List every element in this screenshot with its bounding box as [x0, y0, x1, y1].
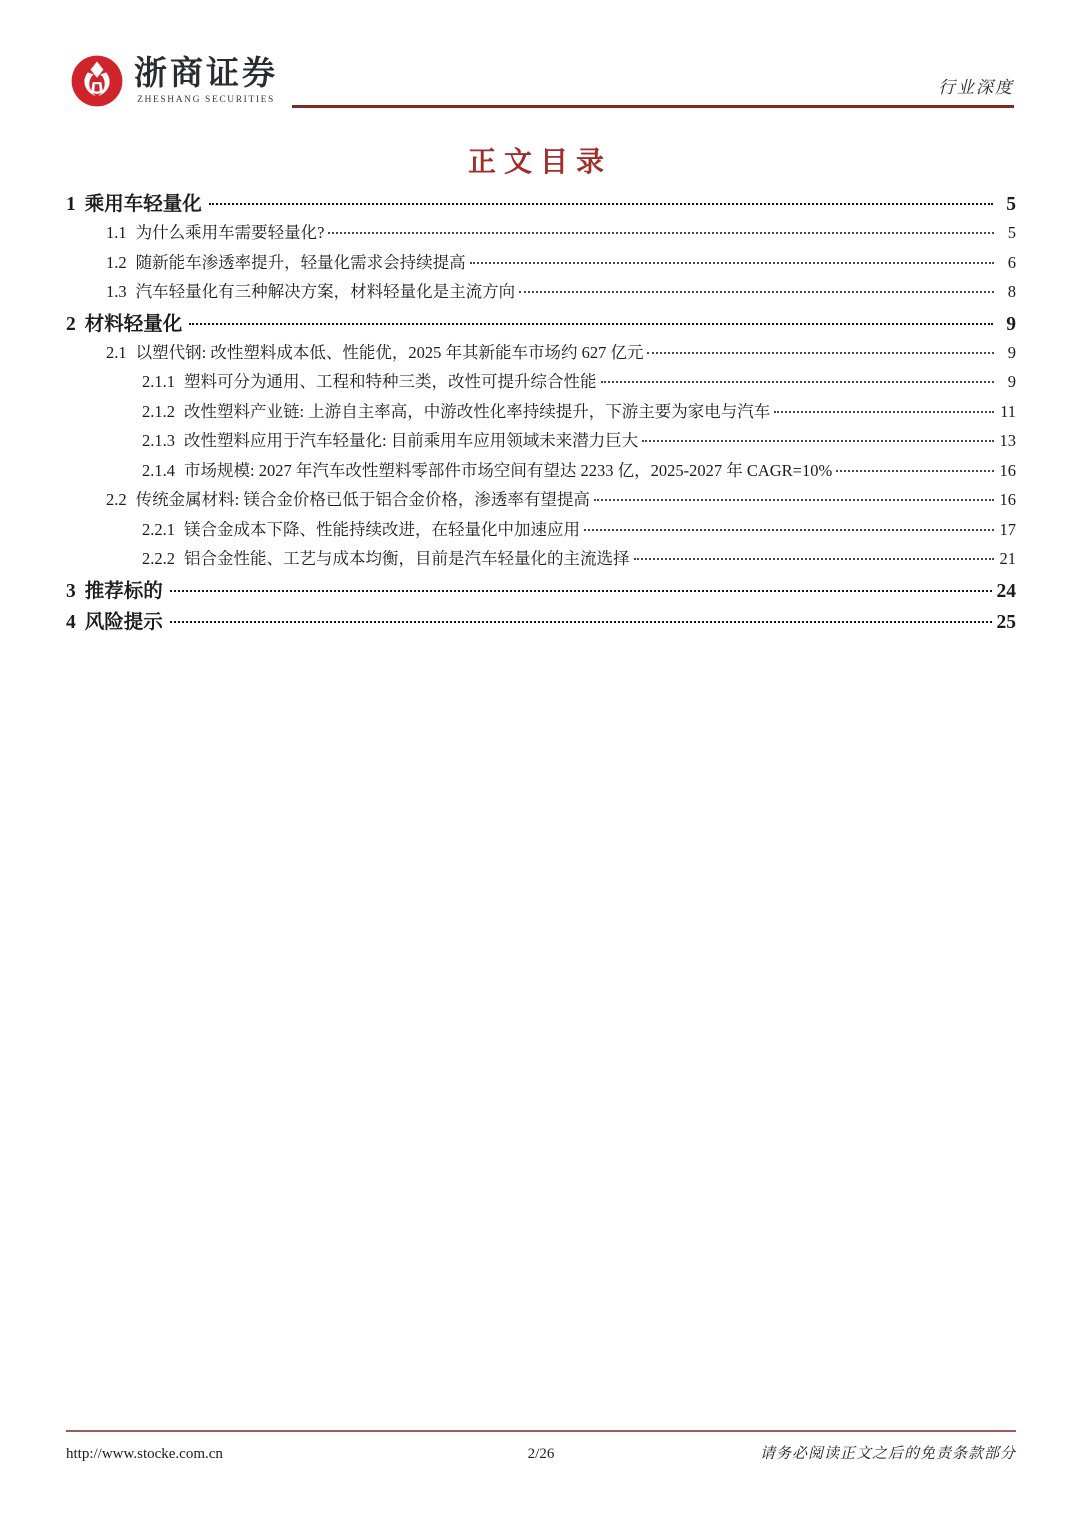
toc-entry-page: 6 [1007, 252, 1016, 272]
toc-entry-number: 2.2.1 [142, 519, 175, 539]
toc-entry-title: 以塑代钢: 改性塑料成本低、性能优，2025 年其新能车市场约 627 亿元 [135, 342, 644, 362]
dot-leader [774, 411, 994, 413]
dot-leader [594, 499, 994, 501]
toc-entry-page: 13 [999, 431, 1016, 450]
footer-row [66, 1442, 1016, 1463]
toc-entry[interactable] [66, 606, 1016, 637]
page-number-indicator: 2/26 [527, 1446, 555, 1462]
toc-entry[interactable] [66, 457, 1016, 487]
toc-entry-number: 2.1.1 [142, 372, 175, 391]
dot-leader [170, 621, 992, 623]
page-header [70, 54, 1014, 108]
toc-entry-number: 2.1.3 [142, 431, 175, 450]
toc-entry-title: 镁合金成本下降、性能持续改进，在轻量化中加速应用 [184, 519, 580, 539]
footer-disclaimer: 请务必阅读正文之后的免责条款部分 [760, 1446, 1017, 1462]
toc-entry[interactable] [66, 188, 1016, 219]
toc-entry-title: 改性塑料产业链: 上游自主率高，中游改性化率持续提升，下游主要为家电与汽车 [184, 401, 771, 421]
toc-entry-title: 为什么乘用车需要轻量化? [135, 223, 325, 242]
toc-entry-page: 24 [996, 580, 1016, 602]
toc-entry-title: 市场规模: 2027 年汽车改性塑料零部件市场空间有望达 2233 亿，2025-2027 年 CAGR=10% [184, 460, 833, 480]
page-footer [66, 1430, 1016, 1463]
dot-leader [328, 232, 994, 234]
toc-entry[interactable] [66, 278, 1016, 308]
toc-entry[interactable] [66, 575, 1016, 606]
toc-entry-page: 25 [996, 611, 1016, 633]
toc-entry-page: 17 [999, 519, 1016, 539]
toc-entry-page: 21 [999, 549, 1016, 568]
footer-rule [66, 1430, 1016, 1432]
toc-entry-title: 风险提示 [84, 611, 163, 633]
toc-entry[interactable] [66, 427, 1016, 457]
toc-entry-page: 5 [1007, 223, 1016, 242]
toc-entry-page: 11 [1000, 401, 1016, 421]
toc-entry-title: 材料轻量化 [84, 313, 183, 335]
toc-entry[interactable] [66, 219, 1016, 249]
toc-entry-title: 推荐标的 [84, 580, 163, 602]
dot-leader [836, 470, 994, 472]
dot-leader [647, 352, 994, 354]
toc-entry-number: 1.1 [106, 223, 127, 242]
logo-text [134, 57, 278, 105]
toc-entry-title: 汽车轻量化有三种解决方案，材料轻量化是主流方向 [135, 282, 516, 301]
dot-leader [642, 440, 994, 442]
toc-entry-page: 9 [1007, 342, 1016, 362]
header-right [292, 73, 1014, 108]
toc-entry-number: 2.2 [106, 490, 127, 509]
toc-entry-number: 3 [66, 580, 76, 602]
dot-leader [189, 323, 993, 325]
toc-entry-number: 4 [66, 611, 76, 633]
toc-entry-title: 传统金属材料: 镁合金价格已低于铝合金价格，渗透率有望提高 [135, 490, 590, 509]
toc-entry[interactable] [66, 486, 1016, 516]
zheshang-logo [70, 54, 278, 108]
logo-name-cn: 浙商证券 [134, 56, 278, 93]
toc-entry[interactable] [66, 545, 1016, 575]
toc-entry-number: 2.1.2 [142, 401, 175, 421]
toc-entry[interactable] [66, 339, 1016, 369]
toc-entry-title: 乘用车轻量化 [84, 194, 202, 215]
toc-entry[interactable] [66, 516, 1016, 546]
toc-entry-page: 9 [1006, 313, 1016, 335]
toc-entry-page: 16 [999, 490, 1016, 509]
toc-entry-title: 铝合金性能、工艺与成本均衡，目前是汽车轻量化的主流选择 [184, 549, 630, 568]
toc-entry[interactable] [66, 249, 1016, 279]
toc-entry-number: 2.1 [106, 342, 127, 362]
toc-entry-page: 16 [999, 460, 1016, 480]
toc-entry-title: 改性塑料应用于汽车轻量化: 目前乘用车应用领域未来潜力巨大 [184, 431, 639, 450]
logo-name-en: ZHESHANG SECURITIES [137, 94, 275, 105]
toc-entry-page: 5 [1006, 194, 1016, 215]
table-of-contents [66, 188, 1016, 637]
dot-leader [601, 381, 995, 383]
dot-leader [170, 590, 992, 592]
toc-entry[interactable] [66, 398, 1016, 428]
toc-entry-title: 塑料可分为通用、工程和特种三类，改性可提升综合性能 [184, 372, 597, 391]
footer-url[interactable]: http://www.stocke.com.cn [66, 1446, 223, 1462]
dot-leader [584, 529, 994, 531]
toc-entry-number: 1.2 [106, 252, 127, 272]
zheshang-logo-icon [70, 54, 124, 108]
toc-entry-number: 2.1.4 [142, 460, 175, 480]
report-type-label: 行业深度 [938, 78, 1014, 97]
toc-entry[interactable] [66, 368, 1016, 398]
toc-entry-number: 2 [66, 313, 76, 335]
toc-entry-number: 1 [66, 194, 76, 215]
dot-leader [519, 291, 994, 293]
toc-entry-number: 1.3 [106, 282, 127, 301]
toc-entry-page: 9 [1007, 372, 1016, 391]
toc-entry[interactable] [66, 308, 1016, 339]
dot-leader [209, 203, 993, 205]
header-rule [292, 105, 1014, 108]
page-title: 正文目录 [467, 147, 612, 178]
dot-leader [634, 558, 995, 560]
toc-entry-title: 随新能车渗透率提升，轻量化需求会持续提高 [135, 252, 466, 272]
dot-leader [470, 262, 994, 264]
toc-entry-page: 8 [1007, 282, 1016, 301]
toc-entry-number: 2.2.2 [142, 549, 175, 568]
